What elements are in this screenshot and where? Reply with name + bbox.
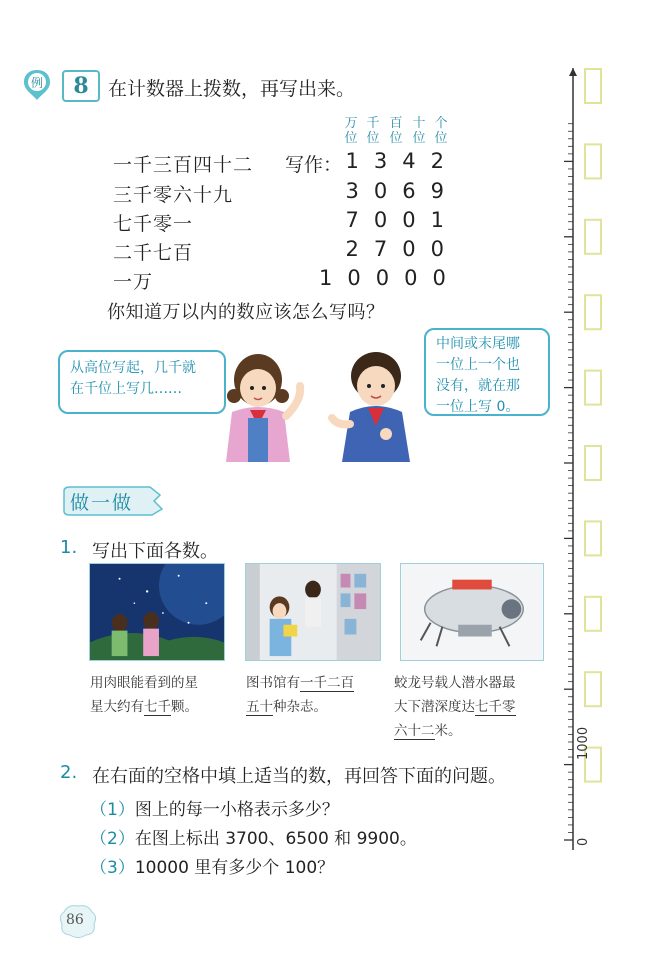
task-1-text: 写出下面各数。: [92, 541, 218, 562]
speech-bubble-girl: 从高位写起，几千就 在千位上写几……: [58, 350, 226, 414]
blank-answer-box: [585, 672, 601, 706]
speech-bubble-boy: 中间或末尾哪 一位上一个也 没有，就在那 一位上写 0。: [424, 328, 550, 416]
subquestion-2: （2）在图上标出 3700、6500 和 9900。: [90, 829, 417, 849]
instruction-text: 在计数器上拨数，再写出来。: [108, 78, 356, 100]
row-number: 3069: [345, 179, 459, 203]
underlined-number: 七千零: [475, 699, 516, 715]
place-label-tens: 十 位: [412, 116, 426, 146]
stargazing-photo: [89, 563, 225, 661]
task-2-number: 2.: [60, 762, 78, 783]
place-label-ones: 个 位: [434, 116, 448, 146]
blank-answer-box: [585, 371, 601, 405]
practice-label: 做一做: [70, 492, 134, 514]
svg-text:例: 例: [30, 76, 44, 90]
row-words: 一千三百四十二: [113, 154, 254, 176]
library-photo: [245, 563, 381, 661]
blank-answer-box: [585, 295, 601, 329]
caption-library: 图书馆有一千二百 五十种杂志。: [246, 675, 354, 715]
row-number: 7001: [345, 208, 459, 232]
blank-answer-box: [585, 446, 601, 480]
row-number: 10000: [319, 266, 461, 290]
place-label-hundreds: 百 位: [389, 116, 403, 146]
question-text: 你知道万以内的数应该怎么写吗？: [107, 302, 385, 323]
row-words: 三千零六十九: [113, 184, 234, 206]
blank-answer-box: [585, 69, 601, 103]
blank-answer-box: [585, 220, 601, 254]
page-number: 86: [66, 912, 84, 928]
underlined-number: 七千: [144, 699, 171, 715]
blank-answer-box: [585, 144, 601, 178]
underlined-number: 一千二百: [300, 675, 354, 691]
children-illustration: [210, 338, 440, 462]
subquestion-3: （3）10000 里有多少个 100？: [90, 858, 335, 878]
subquestion-1: （1）图上的每一小格表示多少？: [90, 800, 339, 820]
caption-submarine: 蛟龙号载人潜水器最 大下潜深度达七千零 六十二米。: [394, 675, 516, 739]
number-line-label-1000: 1000: [576, 726, 591, 760]
blank-answer-box: [585, 521, 601, 555]
row-number: 2700: [345, 237, 459, 261]
task-2-text: 在右面的空格中填上适当的数，再回答下面的问题。: [92, 766, 506, 787]
write-label: 写作：: [285, 154, 343, 176]
submarine-photo: [400, 563, 544, 661]
example-badge-icon: [22, 68, 52, 102]
caption-stars: 用肉眼能看到的星 星大约有七千颗。: [90, 675, 198, 715]
blank-answer-box: [585, 597, 601, 631]
number-line-label-0: 0: [576, 837, 591, 846]
row-words: 二千七百: [113, 242, 194, 264]
place-label-ten-thousands: 万 位: [344, 116, 358, 146]
row-words: 一万: [113, 271, 154, 293]
row-words: 七千零一: [113, 213, 194, 235]
place-label-thousands: 千 位: [366, 116, 380, 146]
task-1-number: 1.: [60, 537, 78, 558]
example-number: 8: [62, 70, 100, 102]
number-line-arrow: [569, 68, 577, 76]
row-number: 1342: [345, 149, 459, 173]
